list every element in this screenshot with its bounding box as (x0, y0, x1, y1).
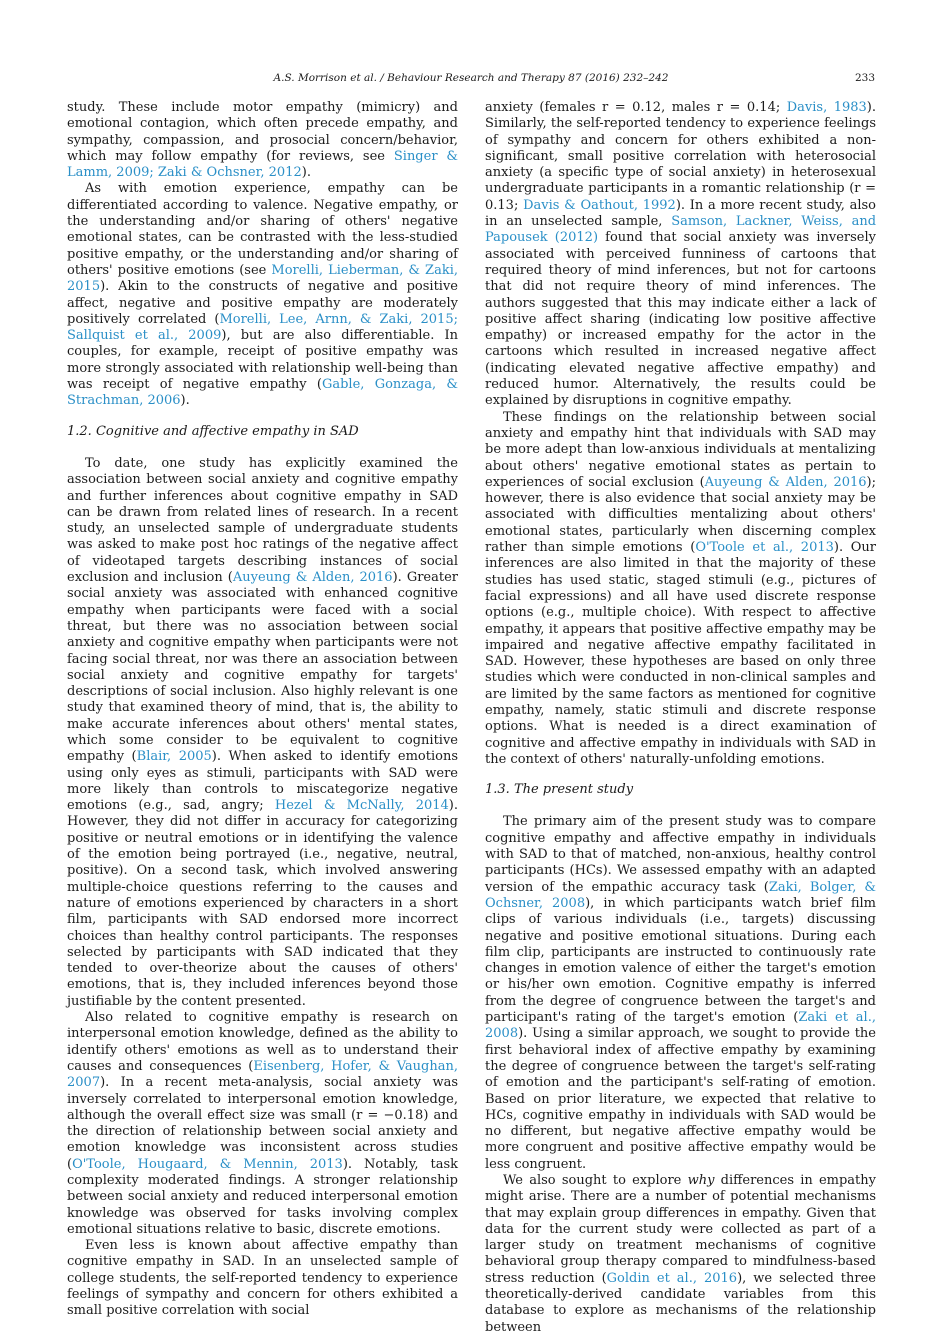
paragraph: To date, one study has explicitly examined the association between social anxiety and cognitive empathy and further inferences about cognitive empathy in SAD can be drawn from related lines of research. In a recent study, an unselected sample of undergraduate students was asked to make post hoc ratings of the negative affect of videotaped targets describing instances of social exclusion and inclusion (Auyeung & Alden, 2016). Greater social anxiety was associated with enhanced cognitive empathy when participants were faced with a social threat, but there was no association between social anxiety and cognitive empathy when participants were not facing social threat, nor was there an association between social anxiety and cognitive empathy for targets' descriptions of social inclusion. Also highly relevant is one study that examined theory of mind, that is, the ability to make accurate inferences about others' mental states, which some consider to be equivalent to cognitive empathy (Blair, 2005). When asked to identify emotions using only eyes as stimuli, participants with SAD were more likely than controls to miscategorize negative emotions (e.g., sad, angry; Hezel & McNally, 2014). However, they did not differ in accuracy for categorizing positive or neutral emotions or in identifying the valence of the emotion being portrayed (i.e., negative, neutral, positive). On a second task, which involved answering multiple-choice questions referring to the causes and nature of emotions experienced by characters in a short film, participants with SAD endorsed more incorrect choices than healthy control participants. The responses selected by participants with SAD indicated that they tended to over-theorize about the causes of others' emotions, that is, they included inferences beyond those justifiable by the content presented. (67, 455, 458, 1009)
citation-link[interactable]: Morelli, Lieberman, & Zaki, 2015 (67, 262, 458, 295)
right-column (485, 100, 876, 1336)
paragraph: Also related to cognitive empathy is research on interpersonal emotion knowledge, defined as the ability to identify others' emotions as well as to understand their causes and consequences (Eisenberg, Hofer, & Vaughan, 2007). In a recent meta-analysis, social anxiety was inversely correlated to interpersonal emotion knowledge, although the overall effect size was small (r = −0.18) and the direction of relationship between social anxiety and emotion knowledge was inconsistent across studies (O'Toole, Hougaard, & Mennin, 2013). Notably, task complexity moderated findings. A stronger relationship between social anxiety and reduced interpersonal emotion knowledge was observed for tasks involving complex emotional situations relative to basic, discrete emotions. (67, 1010, 458, 1237)
paragraph: As with emotion experience, empathy can be differentiated according to valence. Negative empathy, or the understanding and/or sharing of others' negative emotional states, can be contrasted with the less-studied positive empathy, or the understanding and/or sharing of others' positive emotions (see Morelli, Lieberman, & Zaki, 2015). Akin to the constructs of negative and positive affect, negative and positive empathy are moderately positively correlated (Morelli, Lee, Arnn, & Zaki, 2015; Sallquist et al., 2009), but are also differentiable. In couples, for example, receipt of positive empathy was more strongly associated with relationship well-being than was receipt of negative empathy (Gable, Gonzaga, & Strachman, 2006). (67, 181, 458, 409)
citation-link[interactable]: Zaki, Bolger, & Ochsner, 2008 (485, 879, 877, 911)
page-number: 233 (854, 72, 875, 84)
citation-link[interactable]: Zaki et al., 2008 (485, 1010, 876, 1042)
citation-link[interactable]: O'Toole, Hougaard, & Mennin, 2013 (72, 1156, 343, 1172)
citation-link[interactable]: Morelli, Lee, Arnn, & Zaki, 2015; Sallquist et al., 2009 (67, 311, 458, 344)
citation-link[interactable]: Hezel & McNally, 2014 (274, 798, 449, 814)
section-heading: 1.2. Cognitive and affective empathy in SAD (67, 423, 359, 439)
paragraph: anxiety (females r = 0.12, males r = 0.14; Davis, 1983). Similarly, the self-reported tendency to experience feelings of sympathy and concern for others exhibited a non-significant, small positive correlation with heterosocial anxiety (a specific type of social anxiety) in heterosexual undergraduate participants in a romantic relationship (r = 0.13; Davis & Oathout, 1992). In a more recent study, also in an unselected sample, Samson, Lackner, Weiss, and Papousek (2012) found that social anxiety was inversely associated with perceived funniness of cartoons that required theory of mind inferences, but not for cartoons that did not require theory of mind inferences. The authors suggested that this may indicate either a lack of positive affect sharing (indicating low positive affective empathy) or increased empathy for the actor in the cartoons which resulted in increased negative affect (indicating elevated negative affective empathy) and reduced humor. Alternatively, the results could be explained by disruptions in cognitive empathy. (485, 100, 877, 409)
citation-link[interactable]: Eisenberg, Hofer, & Vaughan, 2007 (67, 1058, 458, 1091)
running-title: A.S. Morrison et al. / Behaviour Research and Therapy 87 (2016) 232–242 (273, 72, 669, 84)
left-column (67, 100, 458, 1320)
citation-link[interactable]: Auyeung & Alden, 2016 (704, 474, 867, 490)
running-head (67, 72, 875, 84)
citation-link[interactable]: O'Toole et al., 2013 (695, 540, 834, 556)
citation-link[interactable]: Gable, Gonzaga, & Strachman, 2006 (67, 377, 458, 409)
citation-link[interactable]: Samson, Lackner, Weiss, and Papousek (2012) (485, 214, 877, 246)
citation-link[interactable]: Auyeung & Alden, 2016 (232, 570, 393, 586)
citation-link[interactable]: Blair, 2005 (136, 749, 212, 765)
emphasis: why (687, 1173, 715, 1188)
citation-link[interactable]: Davis & Oathout, 1992 (523, 197, 676, 213)
paragraph: The primary aim of the present study was to compare cognitive empathy and affective empathy in individuals with SAD to that of matched, non-anxious, healthy control participants (HCs). We assessed empathy with an adapted version of the empathic accuracy task (Zaki, Bolger, & Ochsner, 2008), in which participants watch brief film clips of various individuals (i.e., targets) discussing negative and positive emotional situations. During each film clip, participants are instructed to continuously rate changes in emotion valence of either the target's emotion or his/her own emotion. Cognitive empathy is inferred from the degree of congruence between the target's and participant's rating of the target's emotion (Zaki et al., 2008). Using a similar approach, we sought to provide the first behavioral index of affective empathy by examining the degree of congruence between the target's self-rating of emotion and the participant's self-rating of emotion. Based on prior literature, we expected that relative to HCs, cognitive empathy in individuals with SAD would be no different, but negative affective empathy would be more congruent and positive affective empathy would be less congruent. (485, 814, 877, 1172)
citation-link[interactable]: Singer & Lamm, 2009; Zaki & Ochsner, 2012 (67, 148, 458, 181)
paragraph: study. These include motor empathy (mimicry) and emotional contagion, which often precede empathy, and sympathy, compassion, and prosocial concern/behavior, which may follow empathy (for reviews, see Singer & Lamm, 2009; Zaki & Ochsner, 2012). (67, 100, 458, 181)
citation-link[interactable]: Davis, 1983 (786, 100, 867, 115)
paragraph: We also sought to explore why differences in empathy might arise. There are a number of potential mechanisms that may explain group differences in empathy. Given that data for the current study were collected as part of a larger study on treatment mechanisms of cognitive behavioral group therapy compared to mindfulness-based stress reduction (Goldin et al., 2016), we selected three theoretically-derived candidate variables from this database to explore as mechanisms of the relationship between (485, 1173, 877, 1335)
section-heading: 1.3. The present study (485, 782, 634, 798)
citation-link[interactable]: Goldin et al., 2016 (606, 1270, 738, 1286)
paragraph: These findings on the relationship between social anxiety and empathy hint that individuals with SAD may be more adept than low-anxious individuals at mentalizing about others' negative emotional states as pertain to experiences of social exclusion (Auyeung & Alden, 2016); however, there is also evidence that social anxiety may be associated with difficulties mentalizing about others' emotional states, particularly when discerning complex rather than simple emotions (O'Toole et al., 2013). Our inferences are also limited in that the majority of these studies has used static, staged stimuli (e.g., pictures of facial expressions) and all have used discrete response options (e.g., multiple choice). With respect to affective empathy, it appears that positive affective empathy may be impaired and negative affective empathy facilitated in SAD. However, these hypotheses are based on only three studies which were conducted in non-clinical samples and are limited by the same factors as mentioned for cognitive empathy, namely, static stimuli and discrete response options. What is needed is a direct examination of cognitive and affective empathy in individuals with SAD in the context of others' naturally-unfolding emotions. (485, 409, 876, 767)
paragraph: Even less is known about affective empathy than cognitive empathy in SAD. In an unselected sample of college students, the self-reported tendency to experience feelings of sympathy and concern for others exhibited a small positive correlation with social (67, 1238, 458, 1319)
